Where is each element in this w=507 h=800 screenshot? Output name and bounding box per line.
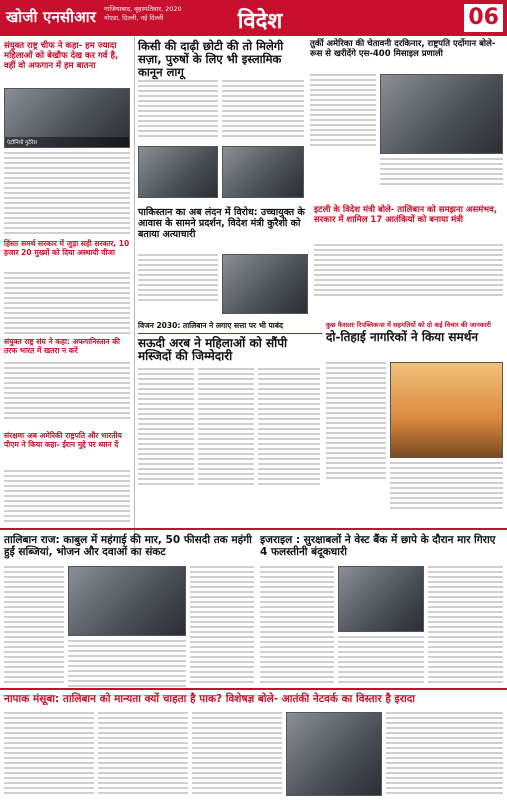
body-pakistan-london (138, 254, 218, 304)
date-line (104, 5, 182, 23)
headline-pak-recognition: नापाक मंसूबा: तालिबान को मान्यता क्यों चाहता है पाक? विशेषज्ञ बोले- आतंकी नेटवर्क का विस्तार है इरादा (4, 693, 416, 705)
photo-caption-un-chief: एंटोनियो गुटेरेस (5, 137, 129, 147)
headline-pakistan-london: पाकिस्तान का अब लंदन में विरोध: उच्चायुक्त के आवास के सामने प्रदर्शन, विदेश मंत्री कुरैशी को बताया अत्याचारी (138, 207, 305, 240)
body-kabul-prices-b (68, 640, 186, 690)
date-line-2: नोएडा, दिल्ली, नई दिल्ली (104, 14, 164, 22)
body-kabul-prices-a (4, 566, 64, 686)
headline-beard-law: किसी की दाढ़ी छोटी की तो मिलेगी सज़ा, पुरुषों के लिए भी इस्लामिक कानून लागू (138, 39, 284, 80)
story-turkey (310, 40, 503, 60)
body-israel-raid-c (428, 566, 503, 686)
body-un-subhead-1 (4, 272, 130, 337)
body-un-chief (4, 152, 130, 237)
section-title: विदेश (237, 9, 283, 34)
headline-un-chief: संयुक्त राष्ट्र चीफ ने कहा- हम ज्यादा महिलाओं को बेखौफ देख कर गर्व है, वहीं वो अफगान में हम बातना (4, 41, 119, 71)
photo-pak-recognition (286, 712, 382, 796)
story-italy-taliban (314, 206, 503, 226)
body-turkey (310, 74, 376, 149)
body-un-subhead-3 (4, 470, 130, 525)
story-un-subhead-2 (4, 338, 130, 355)
story-pak-recognition (4, 693, 503, 705)
photo-kabul-prices (68, 566, 186, 636)
body-pak-recognition-a (4, 712, 94, 797)
headline-un-subhead-3: संरक्षणः अब अमेरिकी राष्ट्रपति और भारतीय पीएम ने किया कहा- ईरान मुद्दे पर ध्यान दें (4, 431, 122, 449)
headline-italy-taliban: इटली के विदेश मंत्री बोले- तालिबान को समझना असमंभव, सरकार में शामिल 17 आतंकियों को बनाया मंत्री (314, 205, 498, 225)
story-un-subhead-3 (4, 432, 130, 449)
story-survey (326, 322, 503, 345)
story-kabul-prices (4, 534, 254, 558)
headline-israel-raid: इजराइल : सुरक्षाबलों ने वेस्ट बैंक में छापे के दौरान मार गिराए 4 फलस्तीनी बंदूकधारी (260, 534, 496, 559)
headline-un-subhead-2: संयुक्त राष्ट्र संघ ने कहा: अफगानिस्तान की तरफ भारत में खतरा न करें (4, 337, 120, 355)
body-vision-2030-c (258, 368, 320, 488)
body-survey-2 (390, 462, 503, 512)
subhead-vision-2030: सऊदी अरब ने महिलाओं को सौंपी मस्जिदों की जिम्मेदारी (138, 335, 288, 364)
body-beard-law-left (138, 80, 218, 140)
photo-pakistan-london (222, 254, 308, 314)
body-israel-raid-a (260, 566, 334, 686)
kicker-survey: कुछ फैसलाः रिपब्लिकन्स में सहमतियों को दो कई विचार की जानकारी (326, 321, 491, 329)
body-un-subhead-2 (4, 362, 130, 422)
body-beard-law-right (222, 80, 304, 140)
section-divider-2 (0, 688, 507, 690)
body-israel-raid-b (338, 636, 424, 686)
body-vision-2030-a (138, 368, 194, 488)
newspaper-brand: खोजी एनसीआर (6, 8, 97, 26)
body-italy-taliban (314, 244, 503, 299)
photo-beard-law-2 (222, 146, 304, 198)
story-pakistan-london (138, 208, 308, 241)
body-pak-recognition-d (386, 712, 503, 797)
headline-survey: दो-तिहाई नागरिकों ने किया समर्थन (326, 330, 479, 345)
section-divider (0, 528, 507, 530)
story-vision-2030 (138, 322, 322, 364)
story-beard-law (138, 40, 304, 80)
photo-israel-raid (338, 566, 424, 632)
photo-un-chief (4, 88, 130, 148)
body-vision-2030-b (198, 368, 254, 488)
body-pak-recognition-b (98, 712, 188, 797)
headline-turkey: तुर्की अमेरिका की चेतावनी दरकिनार, राष्ट्रपति एर्दोगान बोले- रूस से खरीदेंगे एस-400 मिसाइल प्रणाली (310, 39, 496, 59)
headline-kabul-prices: तालिबान राज: काबुल में महंगाई की मार, 50 फीसदी तक महंगी हुईं सब्जियां, भोजन और दवाओं का संकट (4, 534, 252, 559)
story-un-subhead-1 (4, 240, 130, 257)
photo-survey (390, 362, 503, 458)
body-survey (326, 362, 386, 482)
body-pak-recognition-c (192, 712, 282, 797)
date-line-1: गाजियाबाद, बृहस्पतिवार, 2020 (104, 5, 182, 13)
headline-un-subhead-1: हिंसाः समर्थ सरकार में जुड़ा सही सरकार, 10 हजार 20 मुख्यों को दिया अस्थायी वीजा (4, 239, 130, 257)
photo-turkey (380, 74, 503, 154)
body-kabul-prices-c (190, 566, 254, 686)
photo-beard-law-1 (138, 146, 218, 198)
body-turkey-2 (380, 158, 503, 188)
column-rule (134, 36, 135, 556)
page-number: 06 (464, 4, 503, 32)
headline-vision-2030: विजन 2030: तालिबान ने लगाए सत्ता पर भी पाबंद (138, 322, 322, 334)
masthead (0, 0, 507, 36)
story-un-chief (4, 42, 130, 71)
story-israel-raid (260, 534, 503, 558)
